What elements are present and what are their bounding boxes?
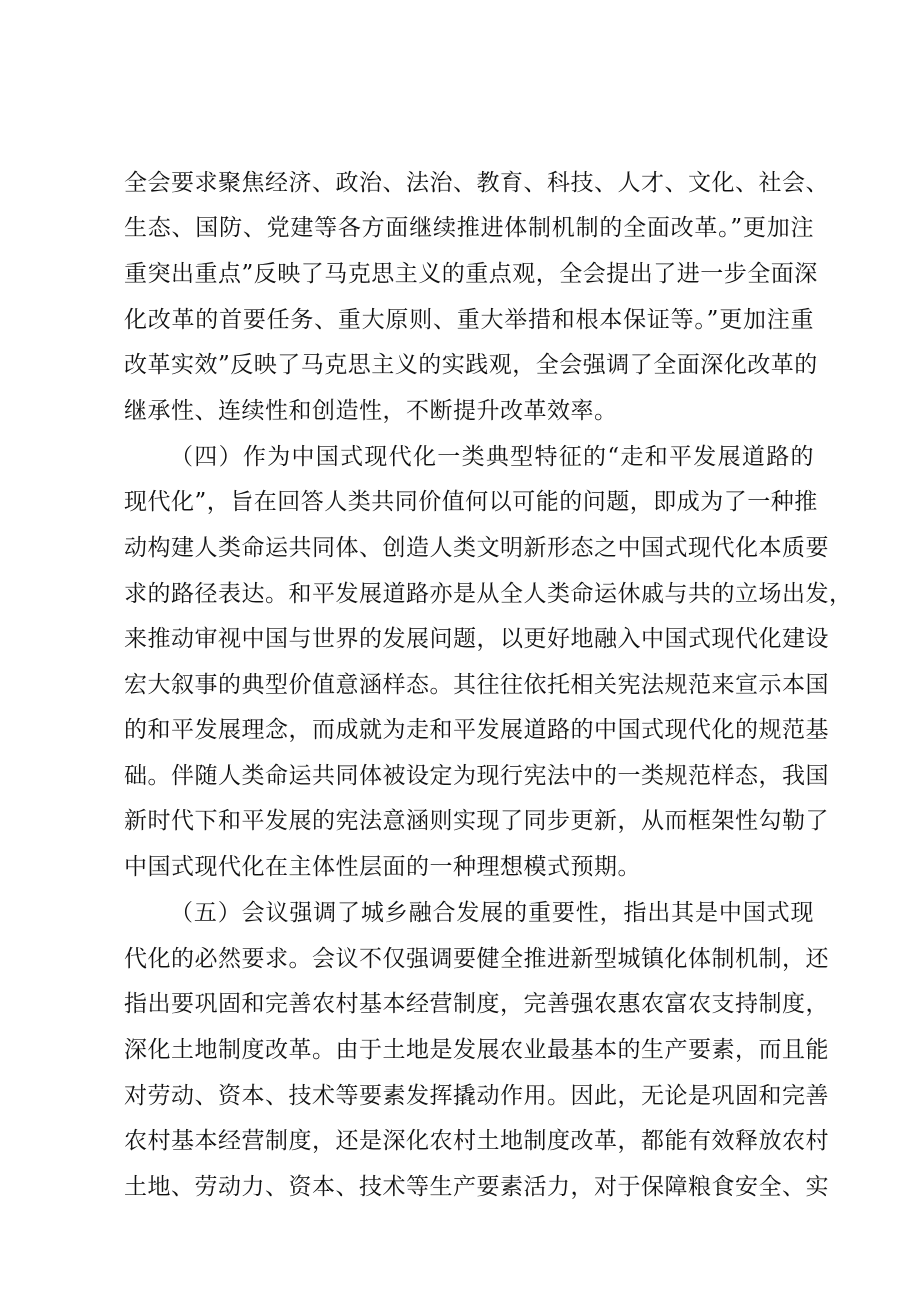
paragraph-3-line-7: 土地、劳动力、资本、技术等生产要素活力，对于保障粮食安全、实 [124, 1174, 829, 1200]
paragraph-2-line-4: 求的路径表达。和平发展道路亦是从全人类命运休戚与共的立场出发， [124, 581, 853, 607]
paragraph-1-line-5: 改革实效”反映了马克思主义的实践观，全会强调了全面深化改革的 [124, 352, 818, 378]
paragraph-3-line-3: 指出要巩固和完善农村基本经营制度，完善强农惠农富农支持制度， [124, 991, 829, 1017]
paragraph-3-line-6: 农村基本经营制度，还是深化农村土地制度改革，都能有效释放农村 [124, 1128, 829, 1154]
paragraph-1-line-4: 化改革的首要任务、重大原则、重大举措和根本保证等。”更加注重 [124, 307, 814, 333]
paragraph-2-line-6: 宏大叙事的典型价值意涵样态。其往往依托相关宪法规范来宣示本国 [124, 672, 829, 698]
paragraph-1-line-3: 重突出重点”反映了马克思主义的重点观，全会提出了进一步全面深 [124, 261, 818, 287]
paragraph-1-line-2: 生态、国防、党建等各方面继续推进体制机制的全面改革。”更加注 [124, 215, 814, 241]
paragraph-3-line-4: 深化土地制度改革。由于土地是发展农业最基本的生产要素，而且能 [124, 1037, 829, 1063]
paragraph-2-line-8: 础。伴随人类命运共同体被设定为现行宪法中的一类规范样态，我国 [124, 763, 829, 789]
paragraph-2-line-2: 现代化”，旨在回答人类共同价值何以可能的问题，即成为了一种推 [124, 489, 818, 515]
paragraph-3-line-5: 对劳动、资本、技术等要素发挥撬动作用。因此，无论是巩固和完善 [124, 1083, 829, 1109]
paragraph-3-line-1: （五）会议强调了城乡融合发展的重要性，指出其是中国式现 [170, 900, 814, 926]
paragraph-1-line-6: 继承性、连续性和创造性，不断提升改革效率。 [124, 398, 618, 424]
paragraph-2-line-1: （四）作为中国式现代化一类典型特征的“走和平发展道路的 [170, 444, 814, 470]
paragraph-1-line-1: 全会要求聚焦经济、政治、法治、教育、科技、人才、文化、社会、 [124, 170, 829, 196]
paragraph-3-line-2: 代化的必然要求。会议不仅强调要健全推进新型城镇化体制机制，还 [124, 946, 829, 972]
paragraph-2-line-3: 动构建人类命运共同体、创造人类文明新形态之中国式现代化本质要 [124, 535, 829, 561]
paragraph-2-line-9: 新时代下和平发展的宪法意涵则实现了同步更新，从而框架性勾勒了 [124, 808, 829, 834]
paragraph-2-line-5: 来推动审视中国与世界的发展问题，以更好地融入中国式现代化建设 [124, 626, 829, 652]
paragraph-2-line-7: 的和平发展理念，而成就为走和平发展道路的中国式现代化的规范基 [124, 717, 829, 743]
paragraph-2-line-10: 中国式现代化在主体性层面的一种理想模式预期。 [124, 854, 641, 880]
